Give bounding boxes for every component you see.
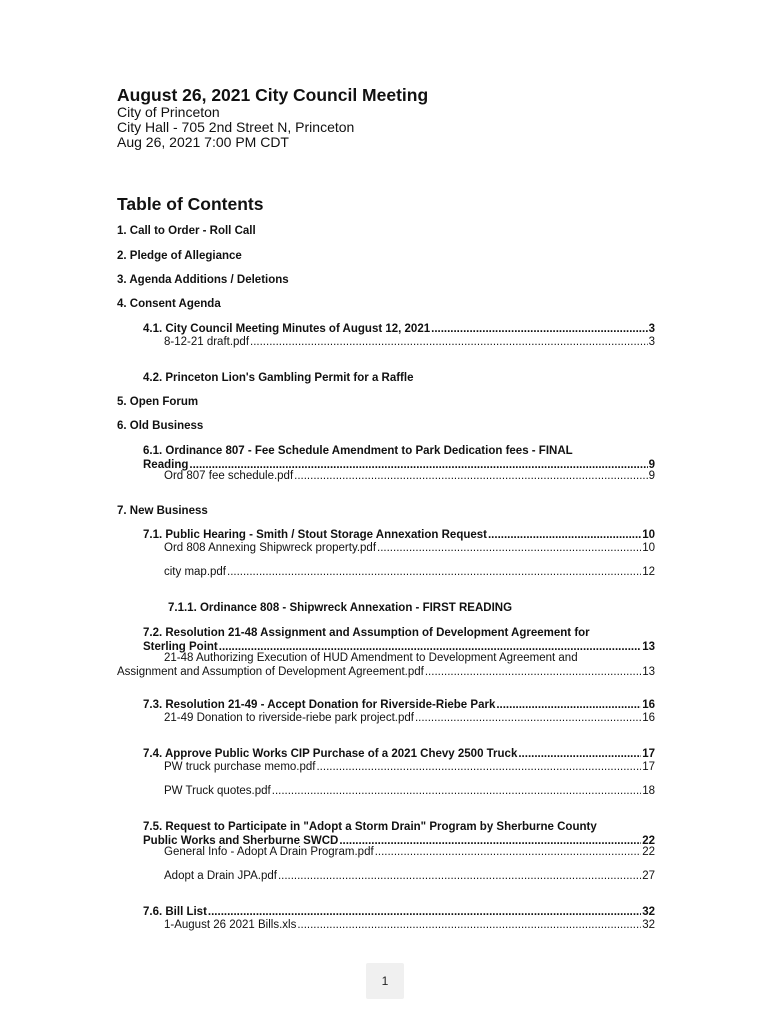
toc-item-7-4[interactable]: 7.4. Approve Public Works CIP Purchase of a 2021 Chevy 2500 Truck ..... 17 <box>143 748 655 762</box>
page-number: 1 <box>366 963 404 999</box>
toc-section-7[interactable]: 7. New Business <box>117 505 208 517</box>
toc-attachment-7-5-a[interactable]: General Info - Adopt A Drain Program.pdf ..... 22 <box>164 846 655 860</box>
toc-section-1[interactable]: 1. Call to Order - Roll Call <box>117 225 256 237</box>
toc-item-4-2[interactable]: 4.2. Princeton Lion's Gambling Permit for a Raffle <box>143 372 414 384</box>
toc-attachment-7-2-a[interactable]: 21-48 Authorizing Execution of HUD Amendment to Development Agreement and Assignment and Assumption of Development Agreement.pdf ..... 13 <box>117 652 655 679</box>
toc-attachment-7-4-a[interactable]: PW truck purchase memo.pdf ..... 17 <box>164 761 655 775</box>
toc-section-3[interactable]: 3. Agenda Additions / Deletions <box>117 274 289 286</box>
toc-attachment-6-1-a[interactable]: Ord 807 fee schedule.pdf ..... 9 <box>164 470 655 484</box>
toc-item-7-2[interactable]: 7.2. Resolution 21-48 Assignment and Assumption of Development Agreement for Sterling Point ..... 13 <box>143 627 655 654</box>
toc-section-2[interactable]: 2. Pledge of Allegiance <box>117 250 242 262</box>
toc-item-7-3[interactable]: 7.3. Resolution 21-49 - Accept Donation for Riverside-Riebe Park ..... 16 <box>143 699 655 713</box>
toc-section-5[interactable]: 5. Open Forum <box>117 396 199 408</box>
toc-item-6-1[interactable]: 6.1. Ordinance 807 - Fee Schedule Amendment to Park Dedication fees - FINAL Reading ..... 9 <box>143 445 655 472</box>
toc-heading: Table of Contents <box>117 194 264 214</box>
toc-attachment-7-4-b[interactable]: PW Truck quotes.pdf ..... 18 <box>164 785 655 799</box>
toc-attachment-7-6-a[interactable]: 1-August 26 2021 Bills.xls ..... 32 <box>164 919 655 933</box>
toc-attachment-4-1-a[interactable]: 8-12-21 draft.pdf ..... 3 <box>164 336 655 350</box>
meeting-location: City Hall - 705 2nd Street N, Princeton <box>117 119 355 135</box>
meeting-title: August 26, 2021 City Council Meeting <box>117 85 429 105</box>
organization-name: City of Princeton <box>117 104 220 120</box>
toc-section-6[interactable]: 6. Old Business <box>117 420 204 432</box>
toc-attachment-7-1-b[interactable]: city map.pdf ..... 12 <box>164 566 655 580</box>
toc-attachment-7-3-a[interactable]: 21-49 Donation to riverside-riebe park project.pdf ..... 16 <box>164 712 655 726</box>
toc-item-7-1-1[interactable]: 7.1.1. Ordinance 808 - Shipwreck Annexation - FIRST READING <box>168 602 513 614</box>
toc-item-7-5[interactable]: 7.5. Request to Participate in "Adopt a Storm Drain" Program by Sherburne County Public Works and Sherburne SWCD ..... 22 <box>143 821 655 848</box>
toc-section-4[interactable]: 4. Consent Agenda <box>117 298 221 310</box>
toc-item-7-6[interactable]: 7.6. Bill List ..... 32 <box>143 906 655 920</box>
toc-attachment-7-1-a[interactable]: Ord 808 Annexing Shipwreck property.pdf ..... 10 <box>164 542 655 556</box>
toc-item-7-1[interactable]: 7.1. Public Hearing - Smith / Stout Storage Annexation Request ..... 10 <box>143 529 655 543</box>
toc-item-4-1[interactable]: 4.1. City Council Meeting Minutes of August 12, 2021 ..... 3 <box>143 323 655 337</box>
meeting-datetime: Aug 26, 2021 7:00 PM CDT <box>117 134 289 150</box>
toc-attachment-7-5-b[interactable]: Adopt a Drain JPA.pdf ..... 27 <box>164 870 655 884</box>
